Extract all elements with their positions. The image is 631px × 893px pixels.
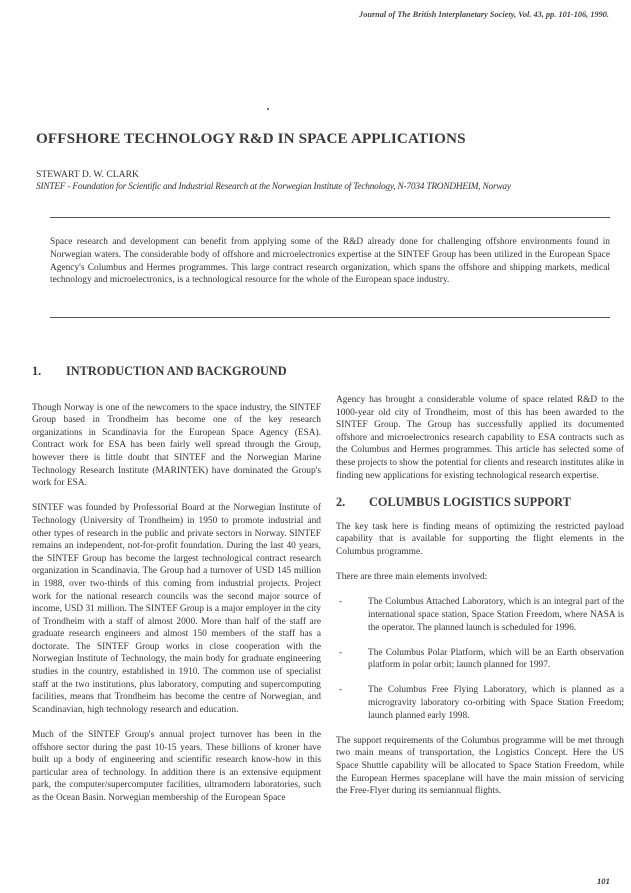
section-title: INTRODUCTION AND BACKGROUND	[66, 364, 287, 378]
abstract-top-rule	[50, 217, 610, 218]
list-item	[336, 647, 624, 672]
elements-list	[336, 596, 624, 722]
list-item	[336, 684, 624, 722]
section-1-heading	[32, 365, 321, 378]
section-2-heading	[336, 496, 624, 509]
article-title: OFFSHORE TECHNOLOGY R&D IN SPACE APPLICATIONS	[36, 130, 466, 147]
journal-citation: Journal of The British Interplanetary Society, Vol. 43, pp. 101-106, 1990.	[359, 10, 609, 19]
left-column	[32, 365, 321, 817]
bullet-dash: -	[339, 597, 343, 608]
author-affiliation: SINTEF - Foundation for Scientific and Industrial Research at the Norwegian Institute of Technology, N-7034 TRONDHEIM, Norway	[36, 182, 511, 192]
section-title: COLUMBUS LOGISTICS SUPPORT	[369, 495, 571, 510]
paragraph: The support requirements of the Columbus programme will be met through two main means of transportation, the Logistics Concept. Here the US Space Shuttle capability will be allocated to Space Station Freedom, while the European Hermes spaceplane will have the main mission of servicing the Free-Flyer during its semiannual flights.	[336, 735, 624, 797]
abstract-bottom-rule	[50, 317, 610, 318]
section-number: 2.	[336, 495, 346, 510]
paragraph: There are three main elements involved:	[336, 572, 488, 583]
author-name: STEWART D. W. CLARK	[36, 169, 139, 180]
paragraph: Much of the SINTEF Group's annual project turnover has been in the offshore sector during the past 10-15 years. These billions of kroner have built up a body of engineering and scientific research know-how in this particular area of technology. In addition there is an extensive equipment park, the computer/supercomputer facilities, ultramodern laboratories, such as the Ocean Basin. Norwegian membership of the European Space	[32, 730, 321, 803]
paragraph: The key task here is finding means of optimizing the restricted payload capability that is available for supporting the flight elements in the Columbus programme.	[336, 521, 624, 557]
list-item-text: The Columbus Polar Platform, which will be an Earth observation platform in polar orbit; launch planned for 1997.	[368, 647, 624, 671]
bullet-dash: -	[339, 685, 343, 696]
paragraph: Agency has brought a considerable volume of space related R&D to the 1000-year old city of Trondheim, most of this has been awarded to the SINTEF Group. The Group has successfully applied its documented offshore and microelectronics research capability to ESA contracts such as the Columbus and Hermes programmes. This article has selected some of these projects to show the potential for clients and research institutes alike in finding new applications for existing technological research expertise.	[336, 395, 624, 481]
bullet-dash: -	[339, 647, 343, 658]
list-item	[336, 596, 624, 634]
paragraph: Though Norway is one of the newcomers to the space industry, the SINTEF Group based in Trondheim has become one of the key research organizations in Scandinavia for the European Space Agency (ESA). Contract work for ESA has been fairly well spread through the Group, however there is little doubt that SINTEF and the Norwegian Marine Technology Research Institute (MARINTEK) have dominated the Group's work for ESA.	[32, 402, 321, 489]
right-column	[336, 394, 624, 810]
list-item-text: The Columbus Free Flying Laboratory, which is planned as a microgravity laboratory co-orbiting with Space Station Freedom; launch planned early 1998.	[368, 685, 624, 721]
list-item-text: The Columbus Attached Laboratory, which is an integral part of the international space station, Space Station Freedom, where NASA is the operator. The planned launch is scheduled for 1996.	[368, 597, 624, 633]
paragraph: SINTEF was founded by Professorial Board at the Norwegian Institute of Technology (University of Trondheim) in 1950 to promote industrial and other types of research in the public and private sectors in Norway. SINTEF remains an independent, not-for-profit foundation. During the last 40 years, the SINTEF Group has become the largest technological contract research organization in Scandinavia. The Group had a turnover of USD 145 million in 1988, over two-thirds of this coming from industrial projects. Project work for the national research councils was the second major source of income, USD 31 million. The SINTEF Group is a major employer in the city of Trondheim with a staff of almost 2000. More than half of the staff are graduate research engineers and almost 150 members of the staff has a doctorate. The SINTEF Group works in close cooperation with the Norwegian Institute of Technology, the main body for graduate engineering studies in the country, established in 1910. The common use of specialist staff at the two institutions, plus laboratory, computing and supercomputing facilities, means that Trondheim has become the centre of Norwegian, and Scandinavian, high technology research and education.	[32, 503, 321, 715]
page-number: 101	[597, 876, 610, 886]
scan-speck	[267, 108, 269, 110]
section-number: 1.	[32, 364, 42, 378]
abstract: Space research and development can benefit from applying some of the R&D already done for challenging offshore environments found in Norwegian waters. The considerable body of offshore and microelectronics expertise at the SINTEF Group has been utilized in the European Space Agency's Columbus and Hermes programmes. This large contract research organization, which spans the offshore and shipping markets, medical technology and microelectronics, is a technological resource for the whole of the European space industry.	[50, 237, 610, 286]
